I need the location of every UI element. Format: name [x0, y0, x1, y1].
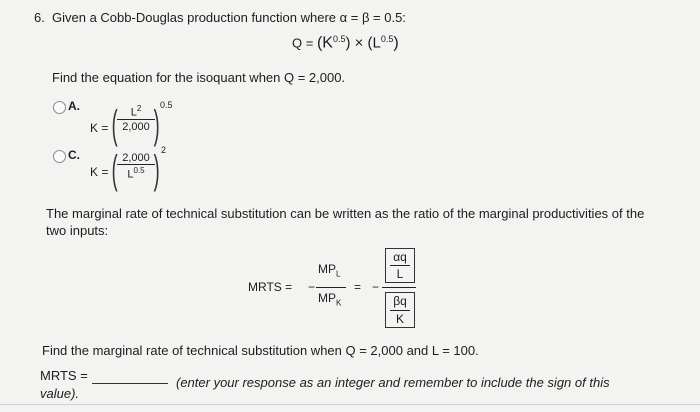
option-c-fraction — [117, 152, 155, 181]
bottom-bracket-numerator: βq — [393, 294, 407, 308]
mrts-minus-2: − — [372, 280, 380, 294]
top-bracket-denominator: L — [396, 267, 404, 281]
equation-close: ) — [393, 34, 399, 52]
answer-input[interactable] — [92, 383, 168, 384]
equation-l-exponent: 0.5 — [380, 34, 394, 44]
option-a-num-exponent: 2 — [136, 104, 142, 113]
top-bracket-numerator: αq — [393, 250, 407, 264]
mrts-intro: The marginal rate of technical substitution can be written as the ratio of the marginal productivities of the two inputs: — [46, 206, 645, 238]
option-c-denominator — [117, 164, 155, 181]
option-c-lhs: K = — [90, 165, 109, 179]
mp-numerator — [318, 262, 340, 278]
answer-hint: (enter your response as an integer and remember to include the sign of this — [176, 375, 610, 390]
option-c-right-paren: ) — [153, 148, 160, 192]
option-a-denominator: 2,000 — [117, 119, 155, 133]
answer-label: MRTS = — [40, 368, 88, 383]
mrts-prompt: Find the marginal rate of technical substitution when Q = 2,000 and L = 100. — [42, 343, 479, 358]
equation-k-exponent: 0.5 — [332, 34, 346, 44]
isoquant-prompt: Find the equation for the isoquant when Q = 2,000. — [52, 70, 346, 85]
option-a-lhs: K = — [90, 121, 109, 135]
mp-num-sub: L — [336, 269, 341, 279]
mp-den-base: MP — [318, 291, 336, 305]
option-a-outer-exponent: 0.5 — [160, 100, 173, 110]
equation-times-l: ) × (L — [345, 34, 381, 52]
option-a-right-paren: ) — [153, 103, 160, 147]
option-a-fraction — [117, 104, 155, 133]
mp-denominator — [318, 291, 341, 307]
mp-den-sub: K — [336, 298, 342, 308]
bracket-fraction-bar — [382, 287, 416, 288]
mrts-lhs: MRTS = — [248, 280, 293, 294]
mp-fraction-bar — [316, 287, 346, 288]
answer-hint-continued: value). — [40, 386, 80, 401]
option-a-label[interactable]: A. — [68, 99, 80, 113]
bottom-bracket-denominator: K — [395, 312, 404, 326]
option-c-radio[interactable] — [53, 150, 66, 163]
option-a-radio[interactable] — [53, 101, 66, 114]
option-a-num-base: L — [130, 106, 137, 119]
footer-divider — [0, 404, 700, 405]
option-a-left-paren: ( — [111, 103, 118, 147]
question-intro: Given a Cobb-Douglas production function where α = β = 0.5: — [52, 10, 406, 25]
equation-lhs: Q = — [292, 35, 314, 51]
option-c-outer-exponent: 2 — [161, 145, 167, 155]
option-c-den-exponent: 0.5 — [133, 166, 145, 175]
top-bracket-bar — [390, 265, 410, 266]
option-c-label[interactable]: C. — [68, 148, 80, 162]
equation-k: (K — [316, 34, 333, 52]
bottom-bracket-bar — [390, 310, 410, 311]
production-function — [292, 34, 399, 52]
option-a-numerator — [117, 104, 155, 119]
option-c-den-base: L — [127, 168, 134, 181]
option-c-left-paren: ( — [111, 148, 118, 192]
mrts-minus-1: − — [308, 280, 316, 294]
mp-num-base: MP — [318, 262, 336, 276]
mrts-equals: = — [354, 280, 362, 294]
option-c-numerator: 2,000 — [122, 152, 150, 164]
question-number: 6. — [34, 10, 45, 25]
